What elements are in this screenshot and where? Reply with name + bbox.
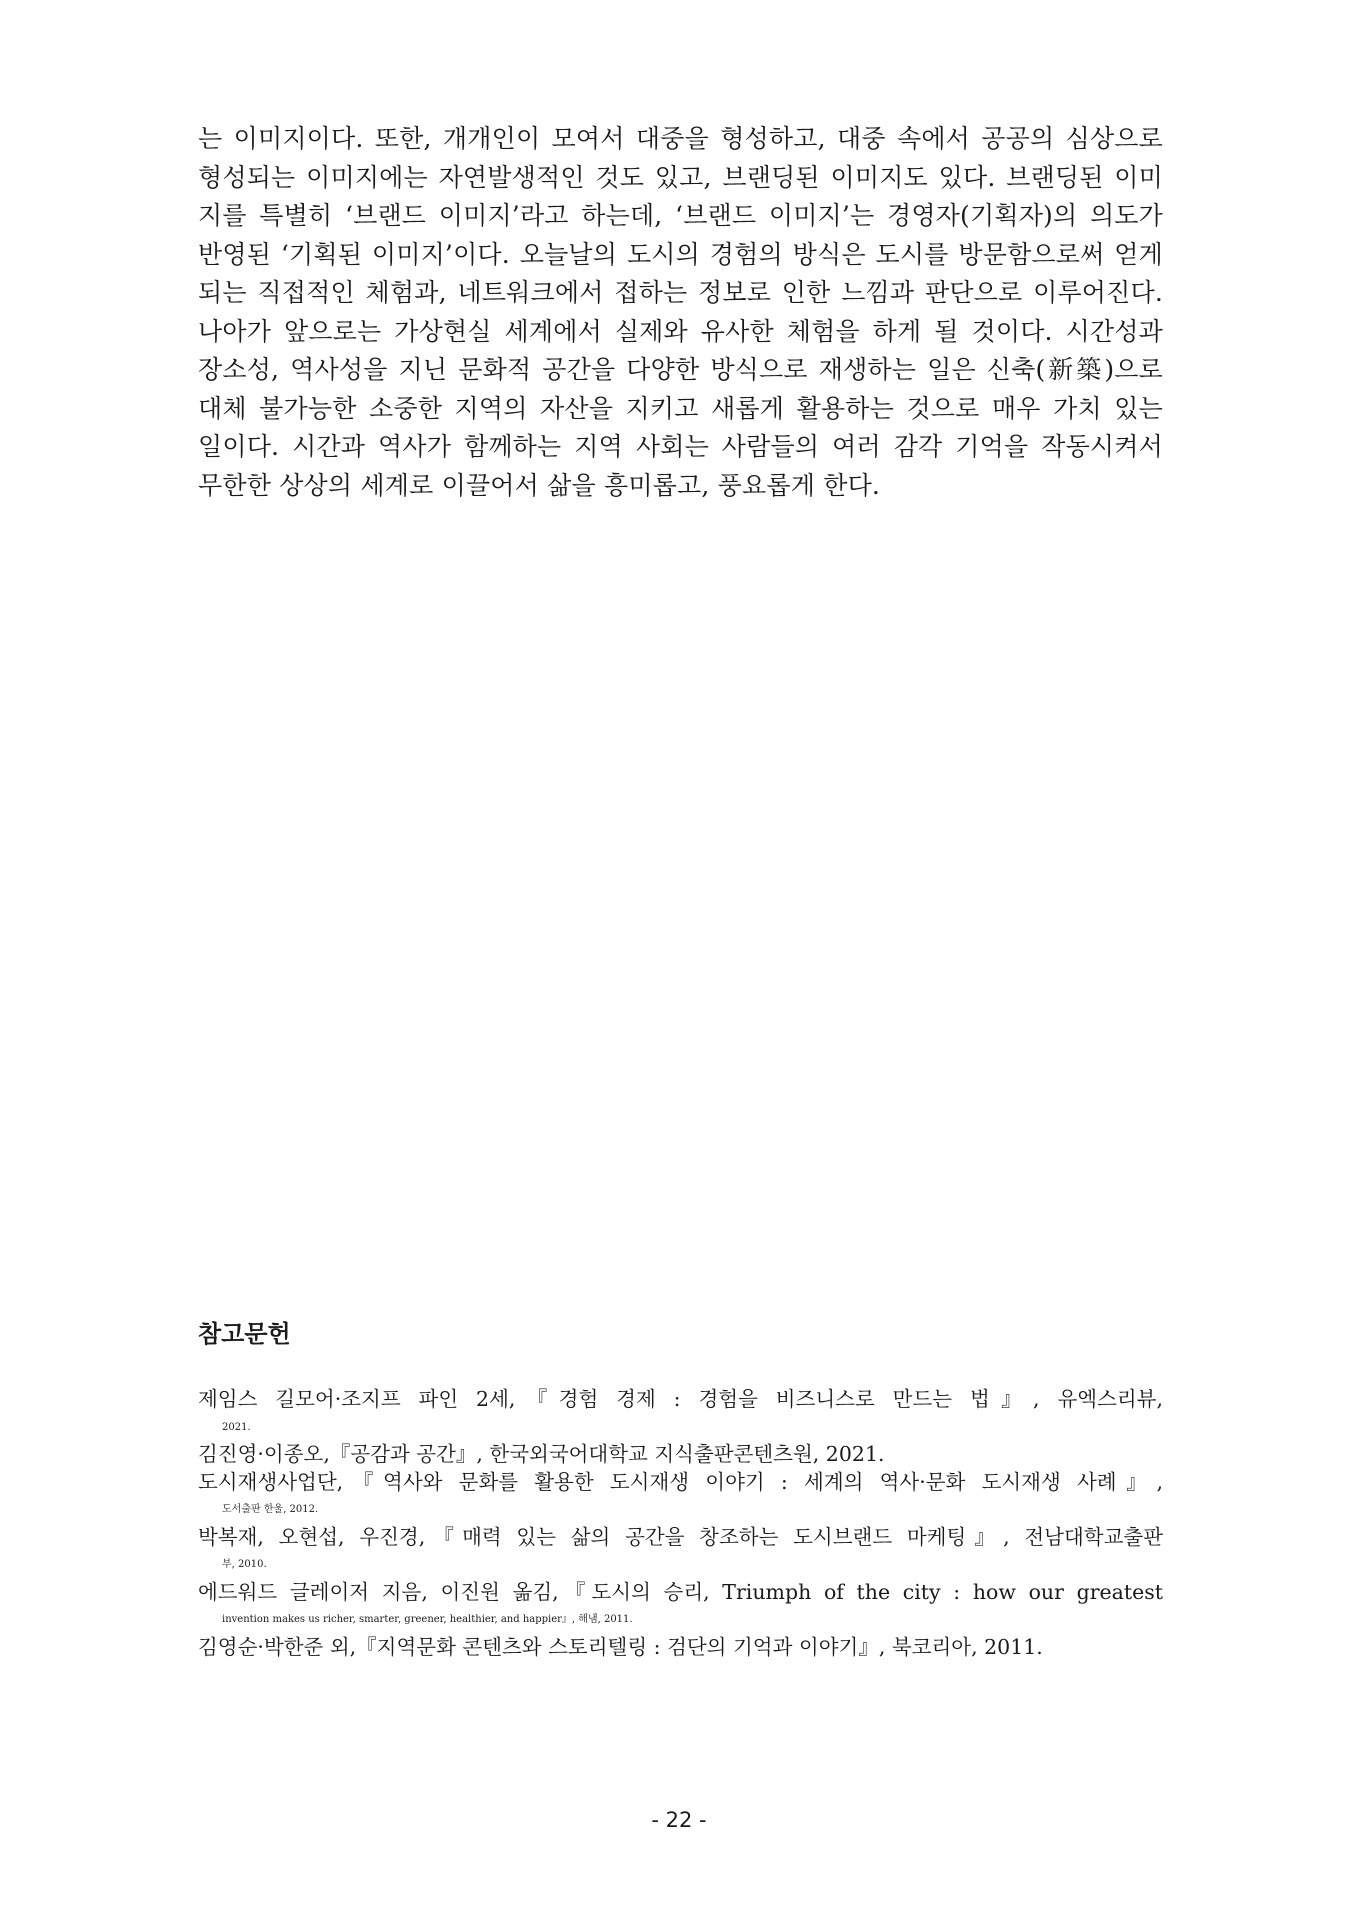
reference-continuation: invention makes us richer, smarter, greener, healthier, and happier』, 해냄, 2011.	[222, 1614, 633, 1625]
body-line: 일이다. 시간과 역사가 함께하는 지역 사회는 사람들의 여러 감각 기억을 작동시켜서	[198, 432, 1163, 461]
reference-entry	[198, 1524, 1163, 1579]
body-paragraph	[198, 120, 1163, 505]
body-line: 지를 특별히 ‘브랜드 이미지’라고 하는데, ‘브랜드 이미지’는 경영자(기획자)의 의도가	[198, 201, 1163, 230]
body-line: 나아가 앞으로는 가상현실 세계에서 실제와 유사한 체험을 하게 될 것이다. 시간성과	[198, 316, 1163, 346]
references-heading: 참고문헌	[198, 1320, 291, 1348]
reference-entry	[198, 1441, 1163, 1469]
reference-entry	[198, 1469, 1163, 1524]
reference-entry	[198, 1634, 1163, 1662]
reference-line: 도시재생사업단,『역사와 문화를 활용한 도시재생 이야기 : 세계의 역사·문화 도시재생 사례』,	[198, 1469, 1163, 1494]
reference-continuation: 도서출판 한울, 2012.	[222, 1504, 319, 1515]
reference-entry	[198, 1579, 1163, 1634]
body-line: 는 이미지이다. 또한, 개개인이 모여서 대중을 형성하고, 대중 속에서 공공의 심상으로	[198, 124, 1163, 153]
reference-line: 김영순·박한준 외,『지역문화 콘텐츠와 스토리텔링 : 검단의 기억과 이야기』, 북코리아, 2011.	[198, 1634, 1043, 1659]
body-line: 대체 불가능한 소중한 지역의 자산을 지키고 새롭게 활용하는 것으로 매우 가치 있는	[198, 393, 1163, 423]
reference-continuation: 2021.	[222, 1421, 251, 1433]
reference-line: 박복재, 오현섭, 우진경,『매력 있는 삶의 공간을 창조하는 도시브랜드 마케팅』, 전남대학교출판	[198, 1524, 1163, 1549]
reference-entry	[198, 1386, 1163, 1441]
reference-line: 에드워드 글레이저 지음, 이진원 옮김,『도시의 승리, Triumph of the city : how our greatest	[198, 1579, 1163, 1604]
reference-continuation: 부, 2010.	[222, 1559, 267, 1570]
body-line: 장소성, 역사성을 지닌 문화적 공간을 다양한 방식으로 재생하는 일은 신축(新築)으로	[198, 355, 1163, 384]
body-line: 반영된 ‘기획된 이미지’이다. 오늘날의 도시의 경험의 방식은 도시를 방문함으로써 얻게	[198, 239, 1163, 269]
page-number: - 22 -	[651, 1808, 707, 1832]
references-list	[198, 1386, 1163, 1661]
body-line: 되는 직접적인 체험과, 네트워크에서 접하는 정보로 인한 느낌과 판단으로 이루어진다.	[198, 278, 1163, 307]
body-line: 형성되는 이미지에는 자연발생적인 것도 있고, 브랜딩된 이미지도 있다. 브랜딩된 이미	[198, 162, 1163, 192]
reference-line: 김진영·이종오,『공감과 공간』, 한국외국어대학교 지식출판콘텐츠원, 2021.	[198, 1442, 885, 1466]
body-line: 무한한 상상의 세계로 이끌어서 삶을 흥미롭고, 풍요롭게 한다.	[198, 470, 881, 500]
reference-line: 제임스 길모어·조지프 파인 2세,『경험 경제 : 경험을 비즈니스로 만드는 법』, 유엑스리뷰,	[198, 1387, 1163, 1411]
